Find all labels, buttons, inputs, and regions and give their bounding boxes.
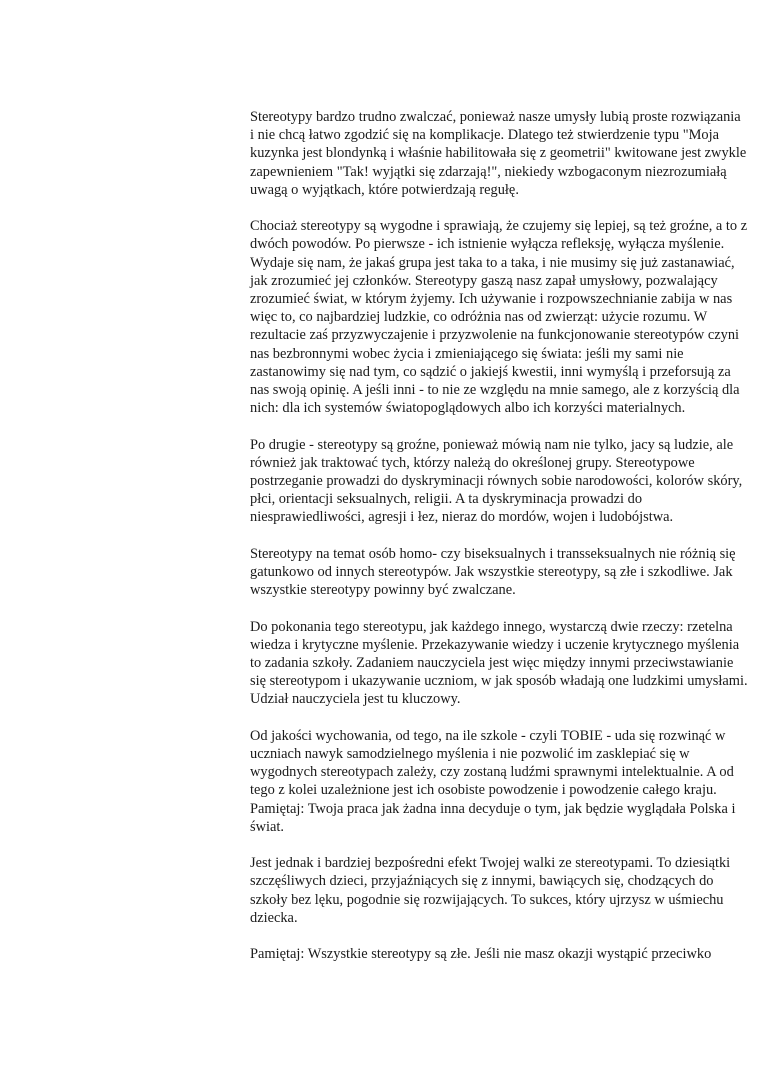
paragraph-5: Do pokonania tego stereotypu, jak każdego innego, wystarczą dwie rzeczy: rzetelna wiedza i krytyczne myślenie. Przekazywanie wiedzy i uczenie krytycznego myślenia to zadania szkoły. Zadaniem nauczyciela jest więc między innymi przeciwstawianie się stereotypom i ukazywanie uczniom, w jak sposób władają one ludzkimi umysłami. Udział nauczyciela jest tu kluczowy. xyxy=(250,618,748,708)
paragraph-4: Stereotypy na temat osób homo- czy biseksualnych i transseksualnych nie różnią się gatunkowo od innych stereotypów. Jak wszystkie stereotypy, są złe i szkodliwe. Jak wszystkie stereotypy powinny być zwalczane. xyxy=(250,545,736,599)
paragraph-2: Chociaż stereotypy są wygodne i sprawiają, że czujemy się lepiej, są też groźne, a to z dwóch powodów. Po pierwsze - ich istnienie wyłącza refleksję, wyłącza myślenie. Wydaje się nam, że jakaś grupa jest taka to a taka, i nie musimy się już zastanawiać, jak zrozumieć jej członków. Stereotypy gaszą nasz zapał umysłowy, pozwalający zrozumieć świat, w którym żyjemy. Ich używanie i rozpowszechnianie zabija w nas więc to, co najbardziej ludzkie, co odróżnia nas od zwierząt: użycie rozumu. W rezultacie zaś przyzwyczajenie i przyzwolenie na funkcjonowanie stereotypów czyni nas bezbronnymi wobec życia i zmieniającego się świata: jeśli my sami nie zastanowimy się nad tym, co sądzić o jakiejś kwestii, inni wymyślą i przeforsują za nas swoją opinię. A jeśli inni - to nie ze względu na mnie samego, ale z korzyścią dla nich: dla ich systemów światopoglądowych albo ich korzyści materialnych. xyxy=(250,218,748,417)
document-body xyxy=(250,108,748,963)
paragraph-1: Stereotypy bardzo trudno zwalczać, ponieważ nasze umysły lubią proste rozwiązania i nie chcą łatwo zgodzić się na komplikacje. Dlatego też stwierdzenie typu "Moja kuzynka jest blondynką i właśnie habilitowała się z geometrii" kwitowane jest zwykle zapewnieniem "Tak! wyjątki się zdarzają!", niekiedy wzbogaconym niezrozumiałą uwagą o wyjątkach, które potwierdzają regułę. xyxy=(250,109,747,198)
paragraph-6: Od jakości wychowania, od tego, na ile szkole - czyli TOBIE - uda się rozwinąć w uczniach nawyk samodzielnego myślenia i nie pozwolić im zasklepiać się w wygodnych stereotypach zależy, czy zostaną ludźmi sprawnymi intelektualnie. A od tego z kolei uzależnione jest ich osobiste powodzenie i powodzenie całego kraju. Pamiętaj: Twoja praca jak żadna inna decyduje o tym, jak będzie wyglądała Polska i świat. xyxy=(250,727,736,835)
paragraph-3: Po drugie - stereotypy są groźne, ponieważ mówią nam nie tylko, jacy są ludzie, ale również jak traktować tych, którzy należą do określonej grupy. Stereotypowe postrzeganie prowadzi do dyskryminacji równych sobie narodowości, kolorów skóry, płci, orientacji seksualnych, religii. A ta dyskryminacja prowadzi do niesprawiedliwości, agresji i łez, nieraz do mordów, wojen i ludobójstwa. xyxy=(250,436,743,526)
paragraph-7: Jest jednak i bardziej bezpośredni efekt Twojej walki ze stereotypami. To dziesiątki szczęśliwych dzieci, przyjaźniących się z innymi, bawiących się, chodzących do szkoły bez lęku, pogodnie się rozwijających. To sukces, który ujrzysz w uśmiechu dziecka. xyxy=(250,855,731,926)
paragraph-8: Pamiętaj: Wszystkie stereotypy są złe. Jeśli nie masz okazji wystąpić przeciwko xyxy=(250,946,712,963)
